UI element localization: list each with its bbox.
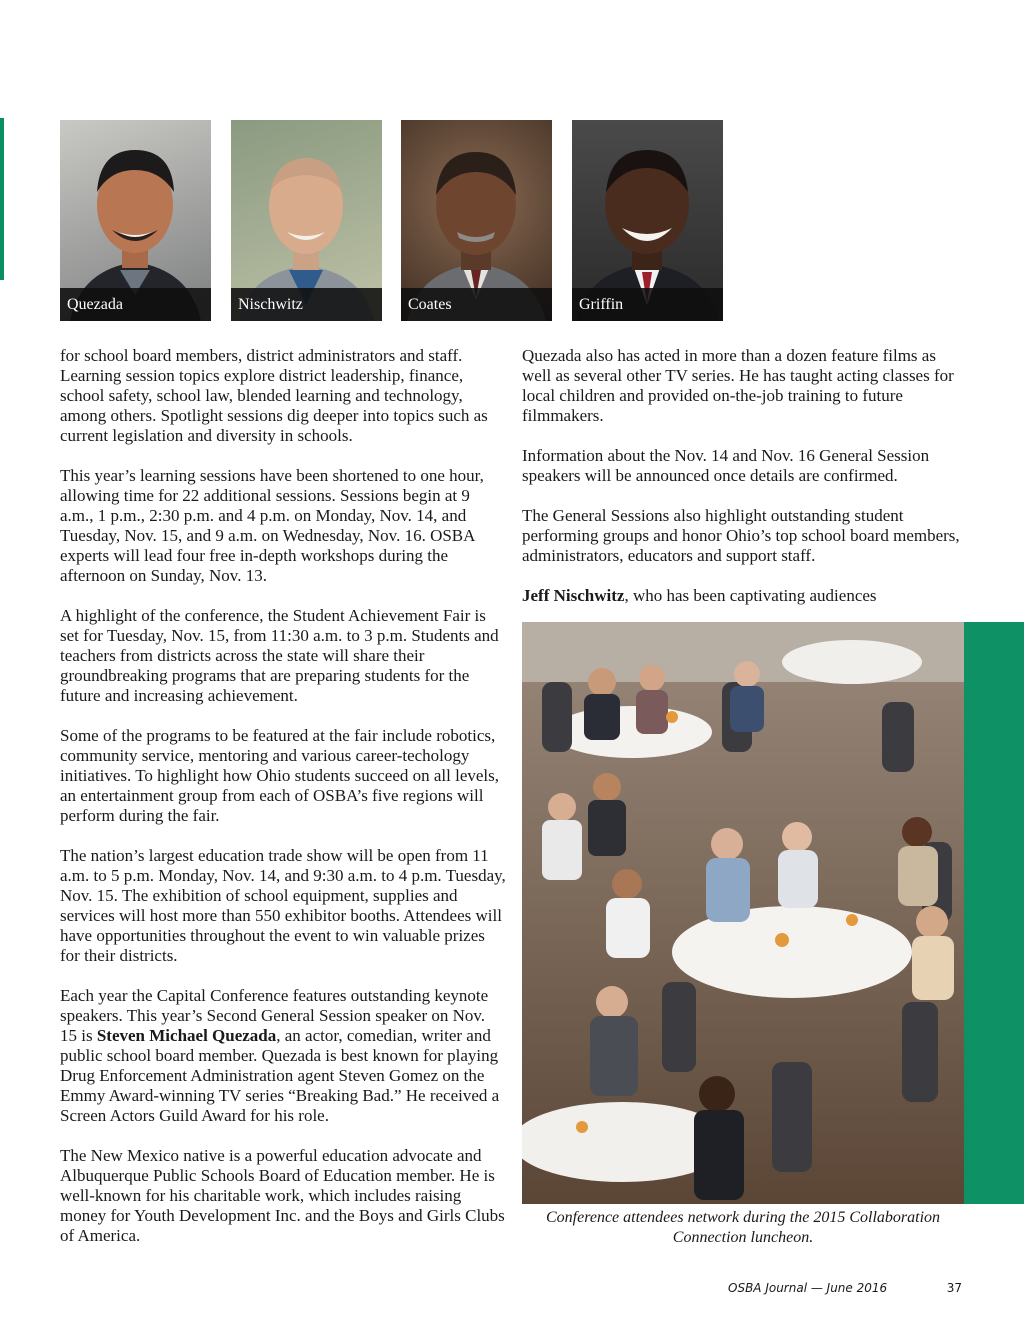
portrait-quezada (60, 120, 211, 321)
article-left-column (60, 346, 506, 1266)
paragraph: A highlight of the conference, the Student Achievement Fair is set for Tuesday, Nov. 15, from 11:30 a.m. to 3 p.m. Students and teachers from districts across the state will share their groundbreaking programs that are preparing students for the future and increasing achievement. (60, 606, 499, 705)
luncheon-photo-image (522, 622, 964, 1204)
paragraph (522, 586, 962, 606)
paragraph (60, 986, 506, 1126)
journal-name: OSBA Journal — June 2016 (728, 1281, 888, 1295)
portrait-nischwitz (231, 120, 382, 321)
portrait-caption: Coates (401, 288, 552, 321)
portrait-caption: Quezada (60, 288, 211, 321)
portrait-coates (401, 120, 552, 321)
paragraph: Some of the programs to be featured at the fair include robotics, community service, mentoring and various career-techology initiatives. To highlight how Ohio students succeed on all levels, an entertainment group from each of OSBA’s five regions will perform during the fair. (60, 726, 500, 825)
paragraph: The nation’s largest education trade show will be open from 11 a.m. to 5 p.m. Monday, Nov. 14, and 9:30 a.m. to 4 p.m. Tuesday, Nov. 15. The exhibition of school equipment, supplies and services will host more than 550 exhibitor booths. Attendees will have opportunities throughout the event to win valuable prizes for their districts. (60, 846, 506, 965)
text-run: , who has been captivating audiences (624, 586, 877, 605)
paragraph: for school board members, district administrators and staff. Learning session topics explore district leadership, finance, school safety, school law, blended learning and technology, among others. Spotlight sessions dig deeper into topics such as current legislation and diversity in schools. (60, 346, 488, 445)
paragraph: This year’s learning sessions have been shortened to one hour, allowing time for 22 additional sessions. Sessions begin at 9 a.m., 1 p.m., 2:30 p.m. and 4 p.m. on Monday, Nov. 14, and Tuesday, Nov. 15, and 9 a.m. on Wednesday, Nov. 16. OSBA experts will lead four free in-depth workshops during the afternoon on Sunday, Nov. 13. (60, 466, 484, 585)
speaker-name-nischwitz: Jeff Nischwitz (522, 586, 625, 605)
photo-caption: Conference attendees network during the 2015 Collaboration Connection luncheon. (545, 1209, 941, 1246)
portrait-caption: Griffin (572, 288, 723, 321)
text-run: , an actor, comedian, writer and public school board member. Quezada is best known for playing Drug Enforcement Administration agent Steven Gomez on the Emmy Award-winning TV series “Breaking Bad.” He received a Screen Actors Guild Award for his role. (60, 1026, 500, 1125)
paragraph: Information about the Nov. 14 and Nov. 16 General Session speakers will be announced once details are confirmed. (522, 446, 930, 485)
left-accent-bar (0, 118, 4, 280)
speaker-name-quezada: Steven Michael Quezada (96, 1026, 277, 1045)
portrait-griffin (572, 120, 723, 321)
right-accent-bar (964, 622, 1024, 1204)
text-run: Each year the Capital Conference features outstanding keynote speakers. This year’s Second General Session speaker on Nov. 15 is (60, 986, 489, 1045)
portrait-caption: Nischwitz (231, 288, 382, 321)
paragraph: The New Mexico native is a powerful education advocate and Albuquerque Public Schools Board of Education member. He is well-known for his charitable work, which includes raising money for Youth Development Inc. and the Boys and Girls Clubs of America. (60, 1146, 505, 1245)
page-number: 37 (946, 1281, 962, 1295)
article-right-column (522, 346, 962, 626)
paragraph: Quezada also has acted in more than a dozen feature films as well as several other TV series. He has taught acting classes for local children and provided on-the-job training to future filmmakers. (522, 346, 954, 425)
paragraph: The General Sessions also highlight outstanding student performing groups and honor Ohio’s top school board members, administrators, educators and support staff. (522, 506, 960, 565)
luncheon-photo (522, 622, 964, 1204)
